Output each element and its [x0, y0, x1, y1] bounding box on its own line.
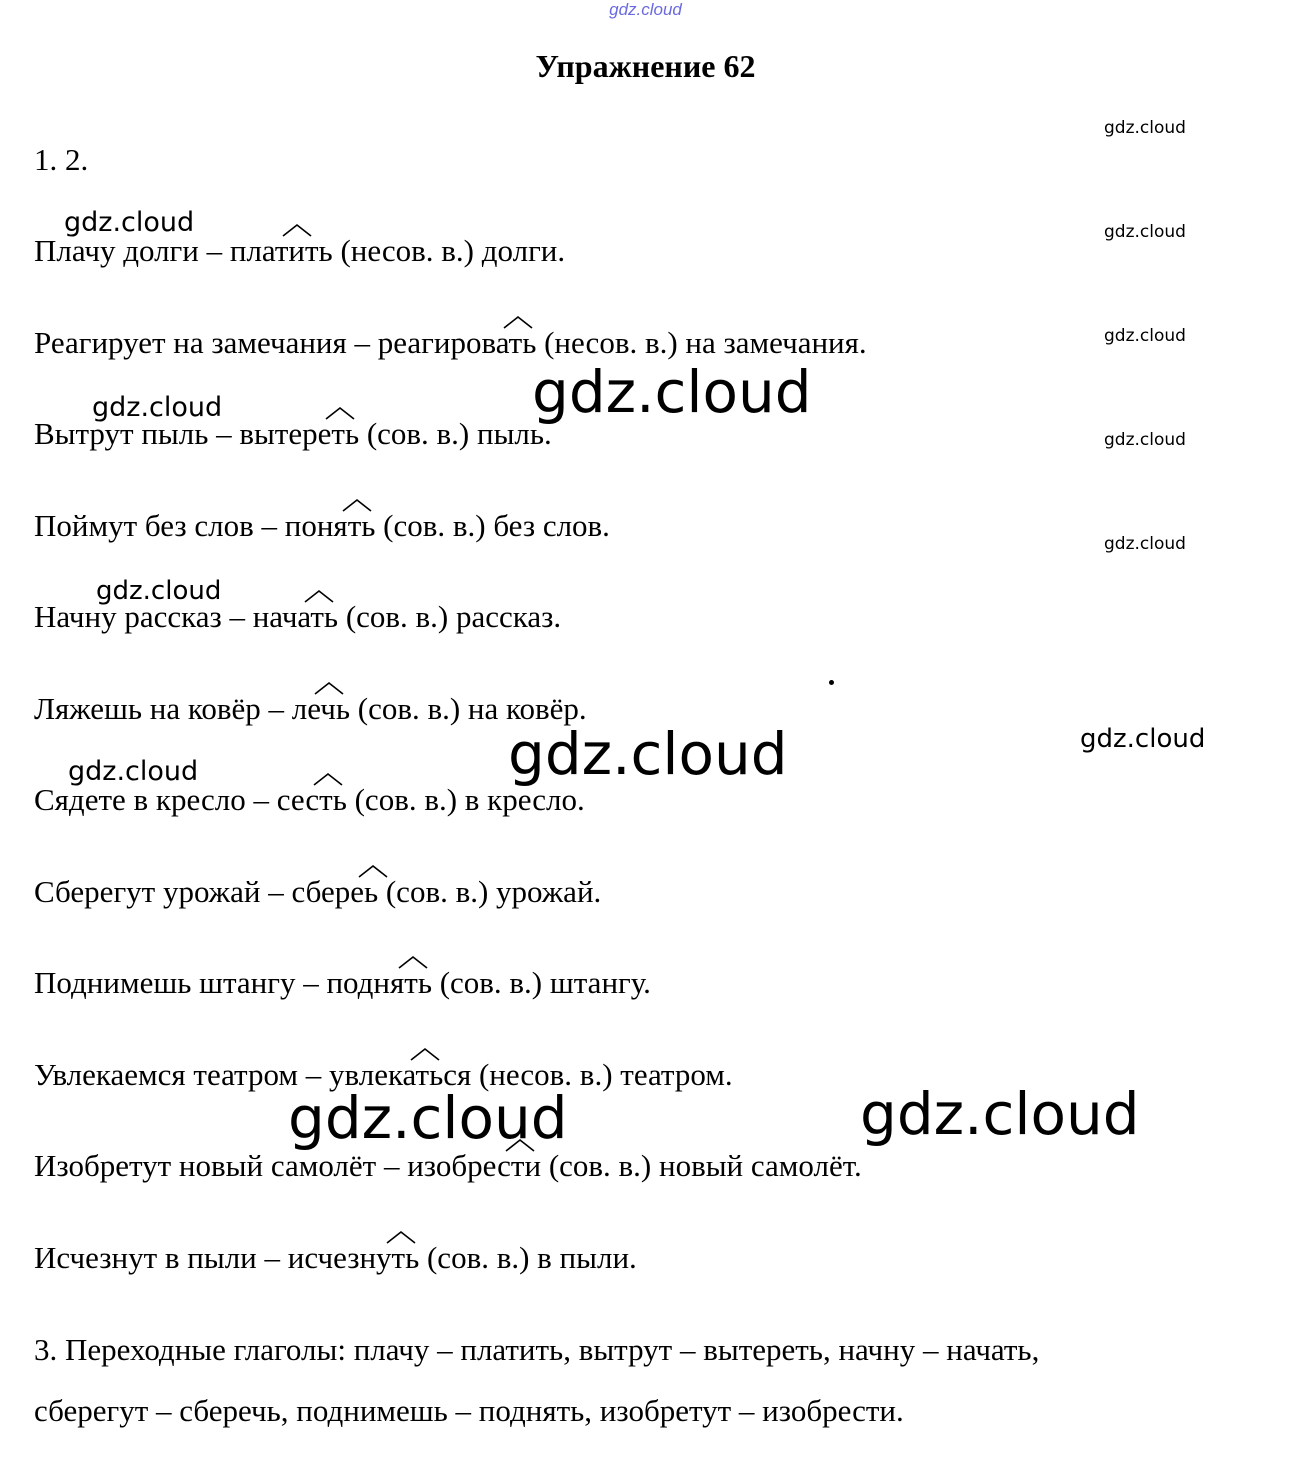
watermark-large: gdz.cloud: [508, 720, 788, 788]
verb-ending: ти: [511, 1148, 541, 1183]
suffix-arc-mark: [386, 1230, 416, 1244]
conclusion-line-1: 3. Переходные глаголы: плачу – платить, вытрут – вытереть, начну – начать,: [34, 1332, 1040, 1367]
answer-line: [34, 689, 587, 729]
answer-line-start: Сберегут урожай – сбере: [34, 873, 364, 909]
answer-line-start: Увлекаемся театром – увлека: [34, 1056, 416, 1092]
watermark: gdz.cloud: [1104, 118, 1186, 138]
answer-line: [34, 963, 651, 1003]
verb-ending: ть: [509, 325, 537, 360]
answer-line-end: (сов. в.) в пыли.: [419, 1239, 637, 1275]
watermark-top: gdz.cloud: [609, 0, 682, 19]
answer-line-start: Начну рассказ – нача: [34, 599, 311, 634]
answer-line-end: (сов. в.) штангу.: [431, 965, 651, 1000]
verb-ending: ть: [319, 782, 347, 817]
watermark: gdz.cloud: [68, 756, 199, 787]
answer-line-end: (несов. в.) театром.: [471, 1056, 733, 1092]
suffix-arc-mark: [304, 589, 334, 603]
suffix-arc-mark: [313, 772, 343, 786]
suffix-arc-mark: [314, 681, 344, 695]
verb-ending: ть: [331, 416, 359, 451]
answer-line-start: Исчезнут в пыли – исчезну: [34, 1239, 392, 1275]
answer-line-end: (несов. в.) на замечания.: [536, 324, 867, 360]
watermark: gdz.cloud: [96, 576, 222, 606]
verb-ending: ть: [348, 508, 376, 543]
answer-line: [34, 872, 601, 912]
answer-line-start: Изобретут новый самолёт – изобрес: [34, 1148, 511, 1183]
verb-ending: ть: [404, 965, 432, 1000]
answer-line-end: (сов. в.) на ковёр.: [350, 690, 587, 726]
answer-line-end: (сов. в.) в кресло.: [346, 782, 585, 817]
conclusion-line-2: сберегут – сберечь, поднимешь – поднять, изобретут – изобрести.: [34, 1393, 904, 1428]
section-header: 1. 2.: [34, 142, 89, 177]
answer-line-end: (сов. в.) новый самолёт.: [541, 1148, 862, 1183]
watermark: gdz.cloud: [92, 392, 223, 423]
watermark: gdz.cloud: [1104, 326, 1186, 346]
suffix-arc-mark: [358, 864, 388, 878]
answer-line-start: Вытрут пыль – вытере: [34, 416, 332, 451]
answer-line-start: Ляжешь на ковёр – ле: [34, 690, 321, 726]
watermark: gdz.cloud: [64, 207, 195, 238]
answer-line-end: (сов. в.) урожай.: [378, 873, 602, 909]
answer-line: [34, 1146, 862, 1186]
watermark: gdz.cloud: [1104, 430, 1186, 450]
suffix-arc-mark: [342, 498, 372, 512]
verb-ending: ь: [364, 874, 378, 909]
verb-ending: ить: [288, 233, 332, 268]
answer-line-end: (сов. в.) рассказ.: [338, 599, 562, 634]
suffix-arc-mark: [410, 1047, 440, 1061]
answer-line-end: (сов. в.) без слов.: [375, 507, 610, 543]
watermark-large: gdz.cloud: [288, 1084, 568, 1152]
suffix-arc-mark: [282, 223, 312, 237]
suffix-arc-mark: [398, 955, 428, 969]
verb-ending: ться: [416, 1057, 472, 1092]
watermark: gdz.cloud: [1104, 222, 1186, 242]
suffix-arc-mark: [325, 406, 355, 420]
watermark: gdz.cloud: [1080, 724, 1206, 754]
answer-line-end: (сов. в.) пыль.: [359, 416, 552, 451]
stray-dot: [829, 680, 834, 685]
answer-line: [34, 1238, 637, 1278]
answer-line-start: Поймут без слов – поня: [34, 507, 348, 543]
watermark-large: gdz.cloud: [860, 1080, 1140, 1148]
exercise-title: Упражнение 62: [535, 48, 756, 84]
verb-ending: ть: [310, 599, 338, 634]
watermark-large: gdz.cloud: [532, 358, 812, 426]
suffix-arc-mark: [503, 315, 533, 329]
answer-line-end: (несов. в.) долги.: [332, 233, 566, 268]
answer-line: [34, 323, 867, 363]
answer-line-start: Реагирует на замечания – реагирова: [34, 324, 509, 360]
answer-line-start: Плачу долги – плат: [34, 233, 289, 268]
verb-ending: чь: [320, 691, 350, 726]
answer-line-start: Сядете в кресло – сес: [34, 782, 320, 817]
answer-line: [34, 506, 610, 546]
verb-ending: ть: [392, 1240, 420, 1275]
answer-line-start: Поднимешь штангу – подня: [34, 965, 405, 1000]
watermark: gdz.cloud: [1104, 534, 1186, 554]
